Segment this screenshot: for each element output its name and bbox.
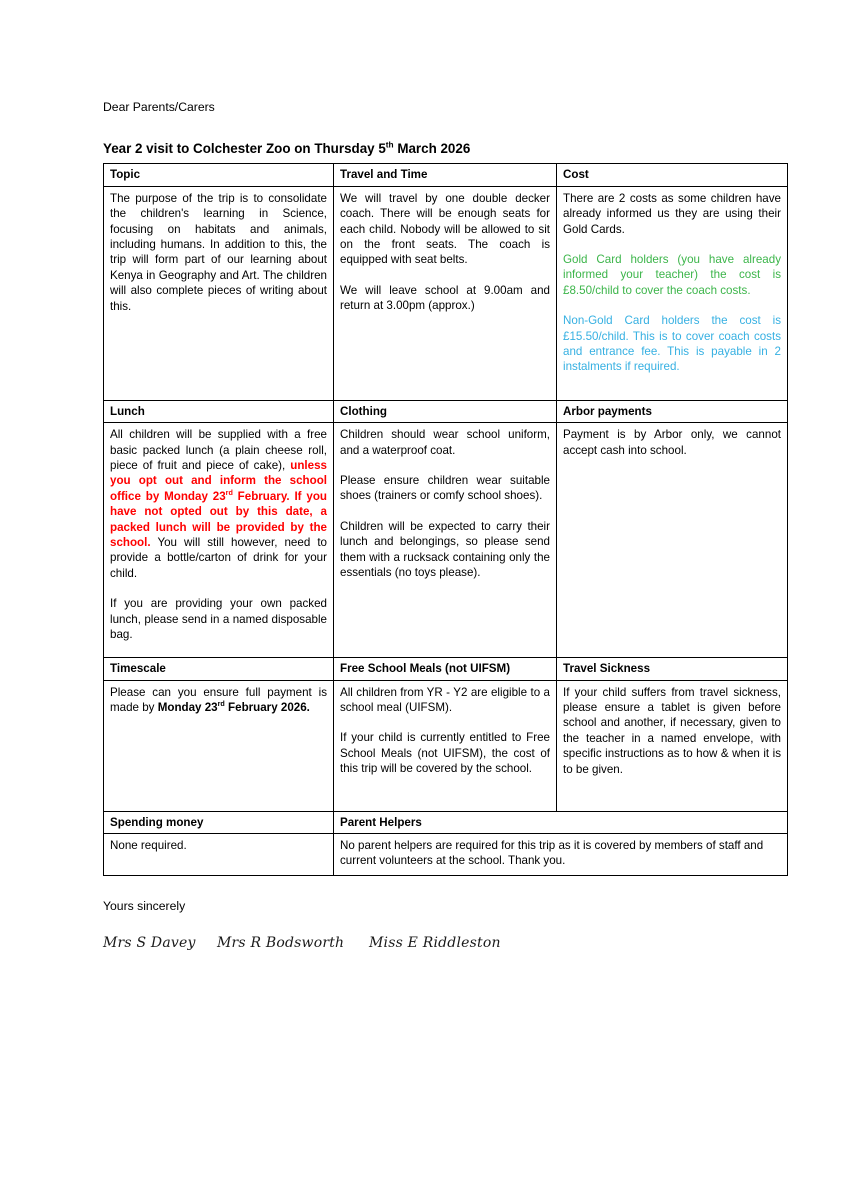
fsm-paragraph-2: If your child is currently entitled to Free School Meals (not UIFSM), the cost of this trip will be covered by the school. [340, 731, 550, 776]
cell-travel-and-time [334, 186, 557, 400]
table-row [104, 833, 788, 875]
signature-mrs-r-bodsworth: Mrs R Bodsworth [217, 934, 345, 951]
cost-gold-card-note: Gold Card holders (you have already informed your teacher) the cost is £8.50/child to cover the coach costs. [563, 252, 781, 297]
page-title-ordinal-suffix: th [385, 139, 394, 150]
header-cell-timescale: Timescale [104, 658, 334, 680]
spending-money-paragraph: None required. [110, 838, 187, 852]
parent-helpers-paragraph: No parent helpers are required for this trip as it is covered by members of staff and current volunteers at the school. Thank you. [340, 838, 764, 868]
cell-free-school-meals [334, 680, 557, 811]
header-cell-free-school-meals: Free School Meals (not UIFSM) [334, 658, 557, 680]
cost-non-gold-card-note: Non-Gold Card holders the cost is £15.50/child. This is to cover coach costs and entrance fee. This is payable in 2 instalments if required. [563, 314, 781, 374]
page-title-tail: March 2026 [393, 141, 471, 157]
lunch-text-tail: You will still however, need to provide a bottle/carton of drink for your child. [110, 535, 327, 580]
header-cell-clothing: Clothing [334, 400, 557, 422]
trip-details-table [103, 163, 788, 875]
sickness-paragraph-1: If your child suffers from travel sickness, please ensure a tablet is given before school and another, if necessary, given to the teacher in a named envelope, with specific instructions as to how & when it is to be given. [563, 685, 781, 776]
cell-timescale [104, 680, 334, 811]
header-cell-spending-money: Spending money [104, 811, 334, 833]
cell-lunch [104, 423, 334, 658]
timescale-ordinal-suffix: rd [217, 699, 225, 709]
table-header-row-4 [104, 811, 788, 833]
cell-parent-helpers [334, 833, 788, 875]
cell-topic [104, 186, 334, 400]
timescale-deadline-a: Monday 23 [157, 700, 218, 714]
clothing-paragraph-3: Children will be expected to carry their lunch and belongings, so please send them with a rucksack containing only the essentials (no toys please). [340, 519, 550, 579]
signature-row [103, 935, 748, 951]
topic-paragraph: The purpose of the trip is to consolidate the children's learning in Science, focusing on habitats and animals, including humans. In addition to this, the trip will form part of our learning about Kenya in Geography and Art. The children will also complete pieces of writing about this. [110, 191, 327, 313]
cell-clothing [334, 423, 557, 658]
header-cell-travel-sickness: Travel Sickness [557, 658, 788, 680]
clothing-paragraph-1: Children should wear school uniform, and a waterproof coat. [340, 428, 550, 457]
lunch-paragraph-1 [110, 427, 327, 581]
timescale-deadline [158, 701, 310, 714]
header-cell-parent-helpers: Parent Helpers [334, 811, 788, 833]
timescale-text-lead: Please can you ensure full payment is made by [110, 685, 327, 714]
signature-miss-e-riddleston: Miss E Riddleston [369, 934, 501, 951]
page-title [103, 141, 748, 157]
lunch-warning-a: unless you opt out and inform the school office by Monday 23 [110, 458, 327, 503]
cell-cost [557, 186, 788, 400]
table-header-row-1 [104, 164, 788, 186]
page-title-main: Year 2 visit to Colchester Zoo on Thursday 5 [103, 141, 386, 157]
arbor-paragraph-1: Payment is by Arbor only, we cannot accept cash into school. [563, 428, 781, 457]
signature-mrs-s-davey: Mrs S Davey [103, 934, 196, 951]
cost-paragraph-1: There are 2 costs as some children have already informed us they are using their Gold Cards. [563, 191, 781, 236]
header-cell-travel-and-time: Travel and Time [334, 164, 557, 186]
header-cell-arbor-payments: Arbor payments [557, 400, 788, 422]
closing-salutation: Yours sincerely [103, 898, 186, 913]
travel-paragraph-2: We will leave school at 9.00am and return at 3.00pm (approx.) [340, 283, 550, 313]
table-row [104, 680, 788, 811]
header-cell-lunch: Lunch [104, 400, 334, 422]
header-cell-cost: Cost [557, 164, 788, 186]
cell-spending-money [104, 833, 334, 875]
salutation: Dear Parents/Carers [103, 100, 215, 114]
table-row [104, 423, 788, 658]
table-row [104, 186, 788, 400]
lunch-warning-b: February. If you have not opted out by this date, a packed lunch will be provided by the school. [110, 489, 327, 549]
lunch-paragraph-2: If you are providing your own packed lunch, please send in a named disposable bag. [110, 597, 327, 642]
fsm-paragraph-1: All children from YR - Y2 are eligible to a school meal (UIFSM). [340, 685, 550, 714]
table-header-row-2 [104, 400, 788, 422]
lunch-warning-ordinal-suffix: rd [225, 487, 233, 497]
table-header-row-3 [104, 658, 788, 680]
travel-paragraph-1: We will travel by one double decker coach. There will be enough seats for each child. Nobody will be allowed to sit on the front seats. The coach is equipped with seat belts. [340, 191, 550, 267]
cell-arbor-payments [557, 423, 788, 658]
timescale-deadline-b: February 2026. [224, 700, 310, 714]
cell-travel-sickness [557, 680, 788, 811]
clothing-paragraph-2: Please ensure children wear suitable shoes (trainers or comfy school shoes). [340, 473, 550, 503]
timescale-paragraph-1 [110, 685, 327, 716]
header-cell-topic: Topic [104, 164, 334, 186]
lunch-text-lead: All children will be supplied with a free basic packed lunch (a plain cheese roll, piece of fruit and piece of cake), [110, 428, 327, 472]
